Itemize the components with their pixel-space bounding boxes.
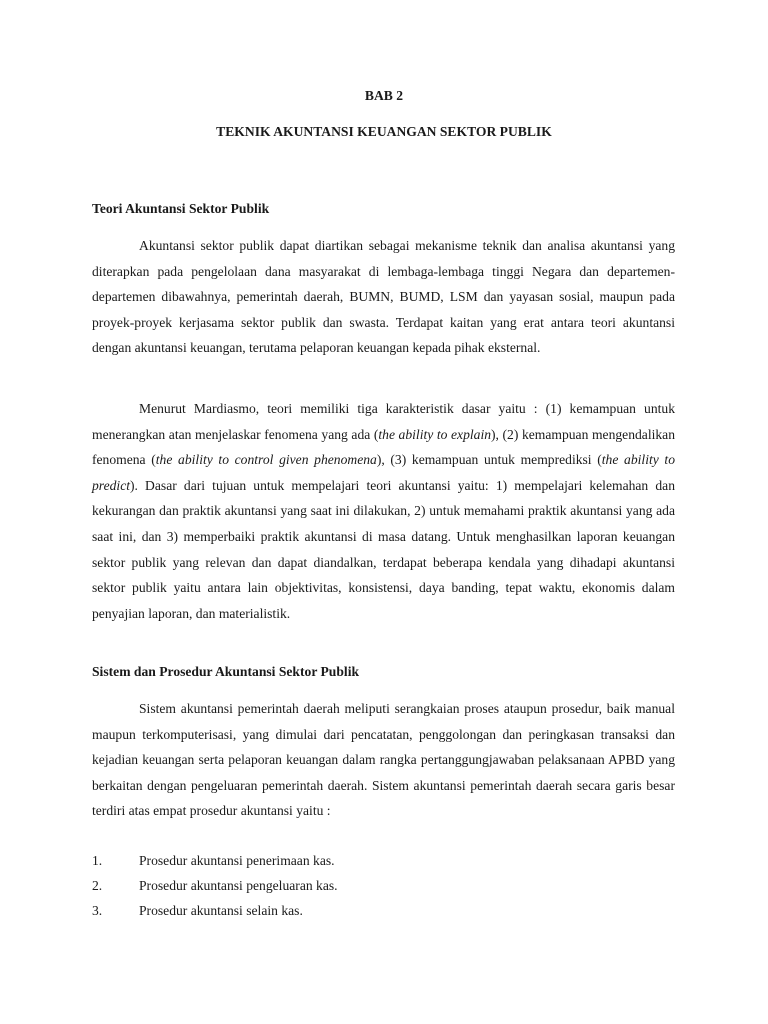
list-item: 3. Prosedur akuntansi selain kas. [92, 903, 303, 918]
italic-term: the ability to control given phenomena [155, 452, 377, 468]
section-heading-sistem: Sistem dan Prosedur Akuntansi Sektor Publik [92, 664, 360, 679]
paragraph-mardiasmo: Menurut Mardiasmo, teori memiliki tiga karakteristik dasar yaitu : (1) kemampuan untuk menerangkan atan menjelaskar fenomena yang ada (the ability to explain), (2) kemampuan mengendalikan fenomena (the ability to control given phenomena), (3) kemampuan untuk memprediksi (the ability to predict). Dasar dari tujuan untuk mempelajari teori akuntansi yaitu: 1) mempelajari kelemahan dan kekurangan dan praktik akuntansi yang saat ini dilakukan, 2) untuk memahami praktik akuntansi yang ada saat ini, dan 3) memperbaiki praktik akuntansi di masa datang. Untuk menghasilkan laporan keuangan sektor publik yang relevan dan dapat diandalkan, terdapat beberapa kendala yang dihadapi akuntansi sektor publik yaitu antara lain objektivitas, konsistensi, daya banding, tepat waktu, ekonomis dalam penyajian laporan, dan materialistik. [92, 401, 676, 621]
chapter-title: TEKNIK AKUNTANSI KEUANGAN SEKTOR PUBLIK [216, 124, 552, 139]
paragraph-sistem: Sistem akuntansi pemerintah daerah meliputi serangkaian proses ataupun prosedur, baik manual maupun terkomputerisasi, yang dimulai dari pencatatan, penggolongan dan peringkasan transaksi dan kejadian keuangan serta pelaporan keuangan dalam rangka pertanggungjawaban pelaksanaan APBD yang berkaitan dengan pengeluaran pemerintah daerah. Sistem akuntansi pemerintah daerah secara garis besar terdiri atas empat prosedur akuntansi yaitu : [92, 701, 675, 819]
chapter-number: BAB 2 [364, 88, 404, 103]
paragraph-definition: Akuntansi sektor publik dapat diartikan sebagai mekanisme teknik dan analisa akuntansi yang diterapkan pada pengelolaan dana masyarakat di lembaga-lembaga tinggi Negara dan departemen-departemen dibawahnya, pemerintah daerah, BUMN, BUMD, LSM dan yayasan sosial, maupun pada proyek-proyek kerjasama sektor publik dan swasta. Terdapat kaitan yang erat antara teori akuntansi dengan akuntansi keuangan, terutama pelaporan keuangan kepada pihak eksternal. [92, 238, 675, 356]
section-heading-teori: Teori Akuntansi Sektor Publik [92, 201, 270, 216]
italic-term: the ability to predict [92, 452, 676, 493]
list-item: 2. Prosedur akuntansi pengeluaran kas. [92, 878, 338, 893]
italic-term: the ability to explain [378, 426, 492, 442]
list-item: 1. Prosedur akuntansi penerimaan kas. [92, 853, 335, 868]
